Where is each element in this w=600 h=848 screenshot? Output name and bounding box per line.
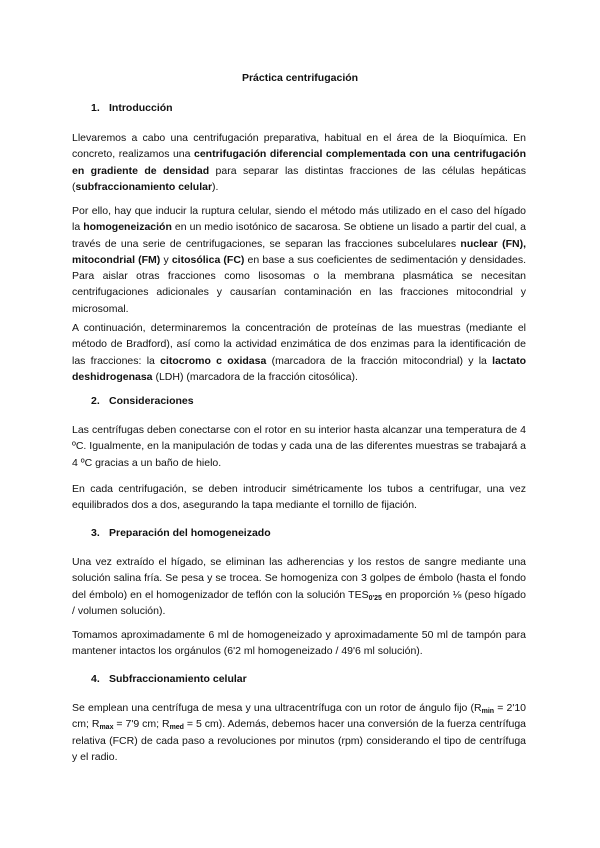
section-number: 1. — [91, 102, 100, 114]
considerations-paragraph-2: En cada centrifugación, se deben introducir simétricamente los tubos a centrifugar, una vez equilibrados dos a dos, asegurando la tapa mediante el tornillo de fijación. — [72, 483, 526, 512]
text-run: Por ello, hay que inducir la ruptura celular, siendo el método más utilizado en el caso del hígado la — [72, 205, 526, 234]
text-run: y — [160, 253, 172, 266]
section-heading-introduccion — [91, 101, 173, 115]
section-title: Subfraccionamiento celular — [109, 673, 247, 685]
text-run: A continuación, determinaremos la concentración de proteínas de las muestras (mediante el método de Bradford), así como la actividad enzimática de dos enzimas para la identificación de las fracciones: la — [72, 322, 526, 367]
section-title: Consideraciones — [109, 395, 194, 407]
bold-run: citosólica (FC) — [171, 253, 245, 266]
bold-run: nuclear (FN), mitocondrial (FM) — [72, 237, 526, 266]
text-run: Llevaremos a cabo una centrifugación preparativa, habitual en el área de la Bioquímica. En concreto, realizamos una — [72, 132, 526, 161]
section-number: 3. — [91, 527, 100, 539]
bold-run: homogeneización — [83, 221, 172, 234]
text-run: = 2'10 cm; R — [72, 702, 526, 731]
section-heading-consideraciones — [91, 394, 194, 408]
text-run: en base a sus coeficientes de sedimentación y densidades. Para aislar otras fracciones como lisosomas o la membrana plasmática se necesitan centrifugaciones adicionales y causarían contaminación en las fracciones mitocondrial y microsomal. — [72, 253, 527, 315]
text-run: en proporción ⅛ (peso hígado / volumen solución). — [72, 588, 526, 617]
subscript: med — [169, 724, 184, 732]
subscript: min — [481, 708, 495, 715]
page-title: Práctica centrifugación — [241, 72, 359, 84]
text-run: = 7'9 cm; R — [113, 718, 170, 731]
bold-run: lactato deshidrogenasa — [72, 354, 526, 383]
text-run: en un medio isotónico de sacarosa. Se obtiene un lisado a partir del cual, a través de una serie de centrifugaciones, se separan las fracciones subcelulares — [72, 221, 526, 250]
section-number: 4. — [91, 673, 100, 685]
considerations-paragraph-1: Las centrífugas deben conectarse con el rotor en su interior hasta alcanzar una temperatura de 4 ºC. Igualmente, en la manipulación de todas y cada una de las diferentes muestras se trabajará a 4 ºC gracias a un baño de hielo. — [72, 424, 526, 469]
section-number: 2. — [91, 395, 100, 407]
section-heading-subfraccionamiento — [91, 672, 247, 686]
section-heading-preparacion — [91, 526, 271, 540]
text-run: (LDH) (marcadora de la fracción citosólica). — [152, 370, 358, 383]
subscript: 0'25 — [368, 594, 382, 602]
text-run: Una vez extraído el hígado, se eliminan las adherencias y los restos de sangre mediante una solución salina fría. Se pesa y se trocea. Se homogeniza con 3 golpes de émbolo (hasta el fondo del émbolo) en el homogenizador de teflón con la solución TES — [72, 556, 526, 601]
text-run: (marcadora de la fracción mitocondrial) y la — [266, 354, 493, 367]
text-run: Se emplean una centrífuga de mesa y una ultracentrífuga con un rotor de ángulo fijo (R — [72, 702, 482, 714]
section-title: Preparación del homogeneizado — [109, 527, 271, 539]
bold-run: citocromo c oxidasa — [160, 354, 267, 367]
section-title: Introducción — [109, 102, 173, 114]
text-run: para separar las distintas fracciones de las células hepáticas ( — [72, 164, 526, 193]
preparation-paragraph-1 — [72, 554, 526, 619]
intro-paragraph-2 — [72, 203, 526, 317]
intro-paragraph-3 — [72, 320, 526, 385]
text-run: ). — [212, 180, 219, 193]
bold-run: centrifugación diferencial complementada con una centrifugación en gradiente de densidad — [72, 148, 526, 177]
text-run: = 5 cm). Además, debemos hacer una conversión de la fuerza centrífuga relativa (FCR) de cada paso a revoluciones por minutos (rpm) considerando el tipo de centrífuga y el radio. — [72, 718, 527, 763]
intro-paragraph-1 — [72, 130, 526, 195]
subscript: max — [99, 724, 114, 732]
subfractionation-paragraph-1 — [72, 700, 526, 765]
preparation-paragraph-2: Tomamos aproximadamente 6 ml de homogeneizado y aproximadamente 50 ml de tampón para mantener intactos los orgánulos (6'2 ml homogeneizado / 49'6 ml solución). — [72, 629, 526, 658]
bold-run: subfraccionamiento celular — [75, 180, 213, 193]
